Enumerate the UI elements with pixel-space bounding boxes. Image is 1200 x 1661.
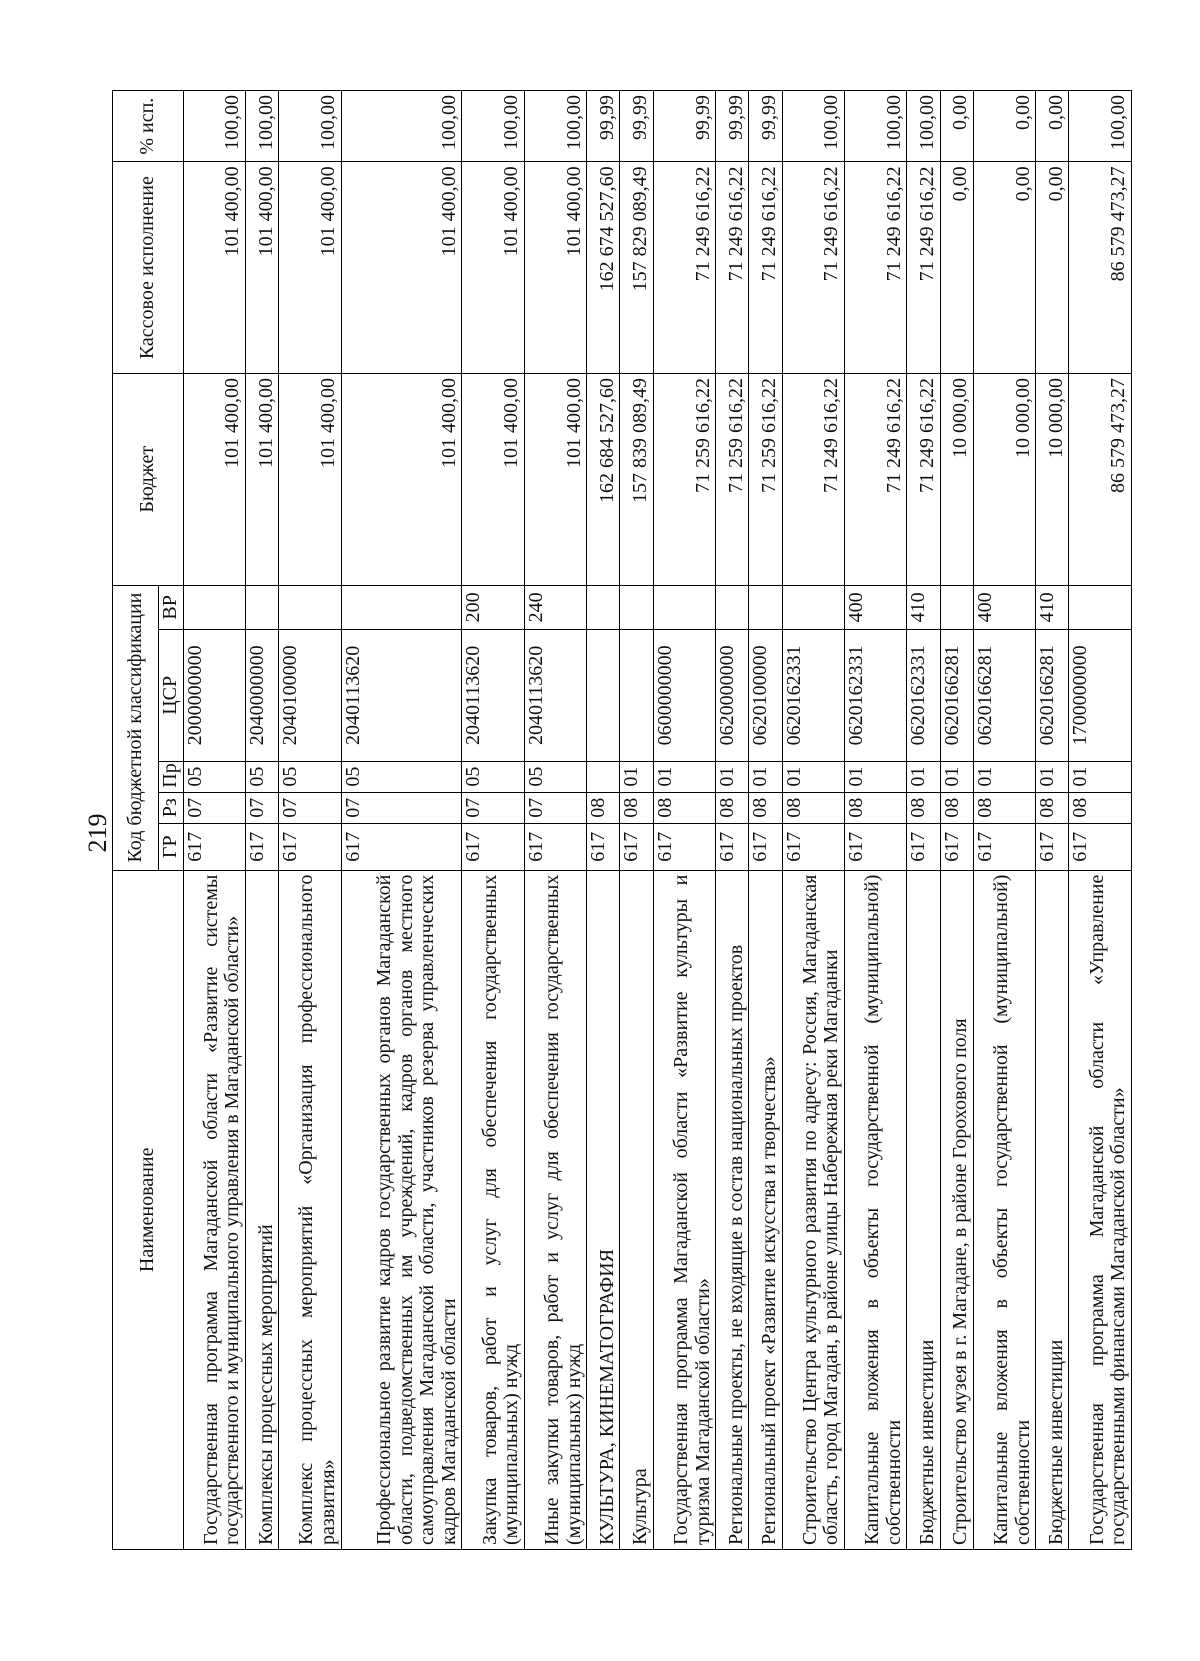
row-pr: 01 (940, 761, 973, 792)
row-budget: 71 249 616,22 (782, 373, 844, 585)
header-vr: ВР (159, 585, 184, 630)
table-row (524, 91, 586, 1550)
row-percent: 100,00 (524, 91, 586, 162)
table-row (782, 91, 844, 1550)
row-gr: 617 (653, 823, 715, 870)
table-row (844, 91, 906, 1550)
row-gr: 617 (716, 823, 749, 870)
row-csr: 0620000000 (716, 630, 749, 761)
row-rz: 07 (279, 792, 341, 823)
row-vr (341, 585, 462, 630)
row-pr: 05 (279, 761, 341, 792)
row-csr: 1700000000 (1069, 630, 1132, 761)
row-budget: 101 400,00 (462, 373, 524, 585)
row-gr: 617 (973, 823, 1035, 870)
row-budget: 71 259 616,22 (749, 373, 782, 585)
table-row (716, 91, 749, 1550)
row-rz: 08 (716, 792, 749, 823)
row-gr: 617 (587, 823, 620, 870)
row-percent: 99,99 (749, 91, 782, 162)
header-cash: Кассовое исполнение (113, 162, 184, 374)
row-cash: 71 249 616,22 (844, 162, 906, 374)
row-pr: 05 (524, 761, 586, 792)
row-cash: 0,00 (973, 162, 1035, 374)
row-name: Строительство музея в г. Магадане, в районе Горохового поля (940, 870, 973, 1549)
row-vr (653, 585, 715, 630)
table-row (1036, 91, 1069, 1550)
row-name: Региональные проекты, не входящие в состав национальных проектов (716, 870, 749, 1549)
row-budget: 71 259 616,22 (653, 373, 715, 585)
rotated-table-wrapper (112, 90, 1132, 1550)
row-rz: 08 (620, 792, 653, 823)
row-name: Государственная программа Магаданской области «Развитие культуры и туризма Магаданской области» (653, 870, 715, 1549)
row-pr: 05 (246, 761, 279, 792)
row-budget: 10 000,00 (973, 373, 1035, 585)
row-csr: 0620162331 (844, 630, 906, 761)
row-cash: 157 829 089,49 (620, 162, 653, 374)
row-rz: 08 (587, 792, 620, 823)
row-budget: 10 000,00 (1036, 373, 1069, 585)
row-vr (1069, 585, 1132, 630)
row-csr: 2040113620 (341, 630, 462, 761)
row-budget: 101 400,00 (183, 373, 245, 585)
row-cash: 71 249 616,22 (749, 162, 782, 374)
row-cash: 86 579 473,27 (1069, 162, 1132, 374)
row-budget: 71 259 616,22 (716, 373, 749, 585)
row-pr: 05 (462, 761, 524, 792)
row-percent: 100,00 (782, 91, 844, 162)
row-csr: 0620166281 (940, 630, 973, 761)
row-rz: 08 (844, 792, 906, 823)
row-name: Региональный проект «Развитие искусства и творчества» (749, 870, 782, 1549)
row-cash: 162 674 527,60 (587, 162, 620, 374)
row-cash: 0,00 (1036, 162, 1069, 374)
table-row (246, 91, 279, 1550)
row-rz: 08 (907, 792, 940, 823)
table-row (1069, 91, 1132, 1550)
row-gr: 617 (279, 823, 341, 870)
header-gr: ГР (159, 823, 184, 870)
row-percent: 100,00 (183, 91, 245, 162)
row-rz: 07 (183, 792, 245, 823)
row-cash: 101 400,00 (183, 162, 245, 374)
row-gr: 617 (246, 823, 279, 870)
row-csr: 2040100000 (279, 630, 341, 761)
table-row (341, 91, 462, 1550)
row-vr: 400 (973, 585, 1035, 630)
row-pr: 01 (907, 761, 940, 792)
row-pr: 05 (183, 761, 245, 792)
row-percent: 99,99 (716, 91, 749, 162)
row-pr: 05 (341, 761, 462, 792)
row-rz: 08 (1036, 792, 1069, 823)
table-row (620, 91, 653, 1550)
row-budget: 157 839 089,49 (620, 373, 653, 585)
row-gr: 617 (782, 823, 844, 870)
row-percent: 99,99 (653, 91, 715, 162)
row-gr: 617 (524, 823, 586, 870)
row-gr: 617 (1069, 823, 1132, 870)
row-cash: 71 249 616,22 (907, 162, 940, 374)
row-rz: 08 (973, 792, 1035, 823)
row-percent: 99,99 (620, 91, 653, 162)
row-vr (587, 585, 620, 630)
row-pr: 01 (844, 761, 906, 792)
row-rz: 07 (246, 792, 279, 823)
row-percent: 100,00 (462, 91, 524, 162)
budget-execution-table (112, 90, 1132, 1550)
row-percent: 99,99 (587, 91, 620, 162)
table-row (587, 91, 620, 1550)
row-gr: 617 (907, 823, 940, 870)
row-vr (246, 585, 279, 630)
row-csr: 0620166281 (973, 630, 1035, 761)
row-cash: 101 400,00 (462, 162, 524, 374)
header-name: Наименование (113, 870, 184, 1549)
row-pr: 01 (1069, 761, 1132, 792)
row-rz: 08 (1069, 792, 1132, 823)
row-name: Государственная программа Магаданской области «Развитие системы государственного и муниципального управления в Магаданской области» (183, 870, 245, 1549)
row-vr (782, 585, 844, 630)
row-budget: 162 684 527,60 (587, 373, 620, 585)
header-percent: % исп. (113, 91, 184, 162)
row-name: Капитальные вложения в объекты государственной (муниципальной) собственности (844, 870, 906, 1549)
row-cash: 71 249 616,22 (716, 162, 749, 374)
row-rz: 07 (341, 792, 462, 823)
header-csr: ЦСР (159, 630, 184, 761)
row-budget: 86 579 473,27 (1069, 373, 1132, 585)
row-name: Бюджетные инвестиции (907, 870, 940, 1549)
row-cash: 71 249 616,22 (782, 162, 844, 374)
header-budget: Бюджет (113, 373, 184, 585)
row-csr: 0620166281 (1036, 630, 1069, 761)
row-percent: 100,00 (907, 91, 940, 162)
header-code-group: Код бюджетной классификации (113, 585, 159, 870)
row-cash: 101 400,00 (279, 162, 341, 374)
row-cash: 0,00 (940, 162, 973, 374)
row-percent: 100,00 (279, 91, 341, 162)
row-pr: 01 (749, 761, 782, 792)
table-row (279, 91, 341, 1550)
row-pr: 01 (973, 761, 1035, 792)
row-name: Иные закупки товаров, работ и услуг для обеспечения государственных (муниципальных) нужд (524, 870, 586, 1549)
row-pr: 01 (653, 761, 715, 792)
row-name: Капитальные вложения в объекты государственной (муниципальной) собственности (973, 870, 1035, 1549)
row-csr (587, 630, 620, 761)
row-csr: 0600000000 (653, 630, 715, 761)
row-csr: 0620162331 (782, 630, 844, 761)
row-csr: 0620100000 (749, 630, 782, 761)
page-number: 219 (83, 813, 112, 853)
row-csr: 2000000000 (183, 630, 245, 761)
row-vr: 200 (462, 585, 524, 630)
row-rz: 08 (940, 792, 973, 823)
row-percent: 100,00 (844, 91, 906, 162)
row-percent: 100,00 (341, 91, 462, 162)
row-vr (279, 585, 341, 630)
row-name: Строительство Центра культурного развития по адресу: Россия, Магаданская область, город Магадан, в районе улицы Набережная реки Магаданки (782, 870, 844, 1549)
row-budget: 101 400,00 (246, 373, 279, 585)
row-name: Государственная программа Магаданской области «Управление государственными финансами Магаданской области» (1069, 870, 1132, 1549)
table-row (462, 91, 524, 1550)
row-vr (183, 585, 245, 630)
row-pr: 01 (782, 761, 844, 792)
row-vr (716, 585, 749, 630)
row-vr (620, 585, 653, 630)
row-budget: 10 000,00 (940, 373, 973, 585)
row-csr: 2040113620 (524, 630, 586, 761)
row-name: Культура (620, 870, 653, 1549)
header-rz: Рз (159, 792, 184, 823)
row-rz: 08 (749, 792, 782, 823)
row-csr: 2040000000 (246, 630, 279, 761)
row-name: Профессиональное развитие кадров государственных органов Магаданской области, подведомственных им учреждений, кадров органов местного самоуправления Магаданской области, участников резерва управленческих кадров Магаданской области (341, 870, 462, 1549)
row-name: Комплексы процессных мероприятий (246, 870, 279, 1549)
row-gr: 617 (940, 823, 973, 870)
row-csr: 2040113620 (462, 630, 524, 761)
row-budget: 71 249 616,22 (844, 373, 906, 585)
row-gr: 617 (620, 823, 653, 870)
row-rz: 08 (653, 792, 715, 823)
row-gr: 617 (844, 823, 906, 870)
row-cash: 71 249 616,22 (653, 162, 715, 374)
row-name: Закупка товаров, работ и услуг для обеспечения государственных (муниципальных) нужд (462, 870, 524, 1549)
row-vr (940, 585, 973, 630)
row-gr: 617 (1036, 823, 1069, 870)
row-vr: 410 (1036, 585, 1069, 630)
row-rz: 07 (524, 792, 586, 823)
row-percent: 0,00 (940, 91, 973, 162)
row-percent: 100,00 (1069, 91, 1132, 162)
row-cash: 101 400,00 (246, 162, 279, 374)
row-cash: 101 400,00 (341, 162, 462, 374)
row-percent: 0,00 (1036, 91, 1069, 162)
row-vr: 400 (844, 585, 906, 630)
row-gr: 617 (462, 823, 524, 870)
table-row (749, 91, 782, 1550)
row-budget: 101 400,00 (279, 373, 341, 585)
row-gr: 617 (183, 823, 245, 870)
table-row (973, 91, 1035, 1550)
row-pr: 01 (716, 761, 749, 792)
table-row (183, 91, 245, 1550)
row-csr: 0620162331 (907, 630, 940, 761)
row-budget: 71 249 616,22 (907, 373, 940, 585)
row-gr: 617 (749, 823, 782, 870)
table-row (653, 91, 715, 1550)
row-rz: 07 (462, 792, 524, 823)
row-cash: 101 400,00 (524, 162, 586, 374)
row-vr: 240 (524, 585, 586, 630)
row-budget: 101 400,00 (341, 373, 462, 585)
row-rz: 08 (782, 792, 844, 823)
row-name: Бюджетные инвестиции (1036, 870, 1069, 1549)
row-vr (749, 585, 782, 630)
row-pr: 01 (620, 761, 653, 792)
table-row (940, 91, 973, 1550)
row-name: Комплекс процессных мероприятий «Организация профессионального развития» (279, 870, 341, 1549)
row-percent: 0,00 (973, 91, 1035, 162)
row-budget: 101 400,00 (524, 373, 586, 585)
row-csr (620, 630, 653, 761)
row-percent: 100,00 (246, 91, 279, 162)
row-gr: 617 (341, 823, 462, 870)
row-vr: 410 (907, 585, 940, 630)
row-pr: 01 (1036, 761, 1069, 792)
row-name: КУЛЬТУРА, КИНЕМАТОГРАФИЯ (587, 870, 620, 1549)
table-row (907, 91, 940, 1550)
row-pr (587, 761, 620, 792)
header-pr: Пр (159, 761, 184, 792)
